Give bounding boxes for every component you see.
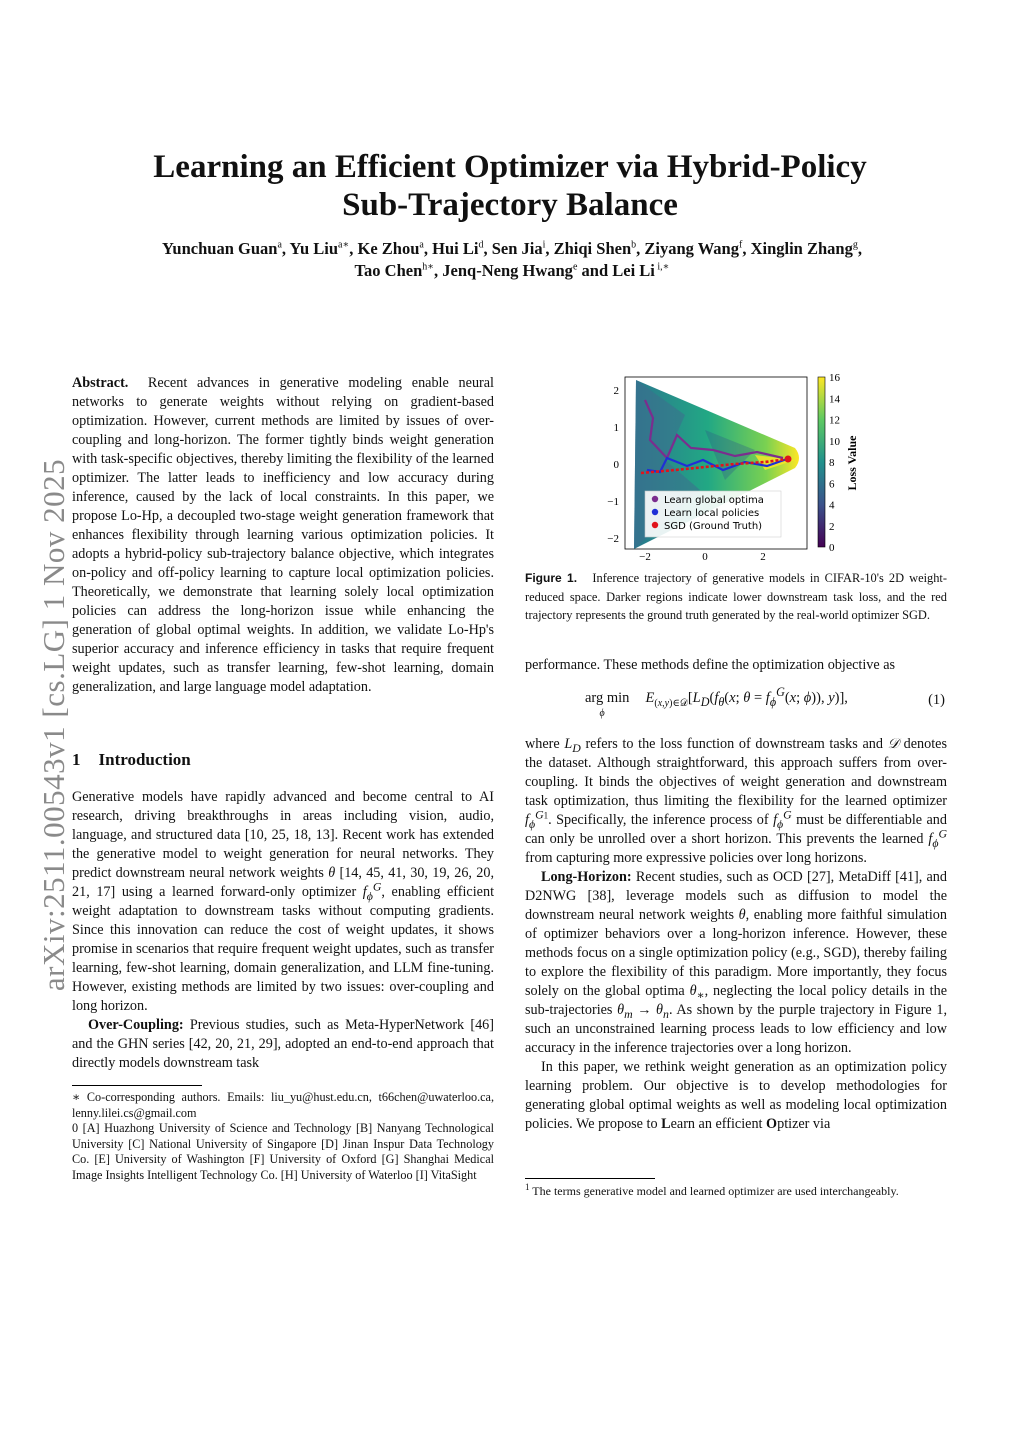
colorbar-tick-label: 14 <box>829 393 840 406</box>
colorbar-tick-label: 10 <box>829 435 840 448</box>
y-tick-label: 2 <box>613 385 619 397</box>
y-tick-label: 1 <box>613 422 619 434</box>
legend-label: SGD (Ground Truth) <box>664 521 763 532</box>
intro-paragraph-1: Generative models have rapidly advanced and become central to AI research, driving breakthroughs in areas including vision, audio, language, and structured data [10, 25, 18, 13]. Recent work has extended the generative model to weight generation for neural networks. They predict downstream neural network weights θ [14, 45, 41, 30, 19, 26, 20, 21, 17] using a learned forward-only optimizer $f_\phi^G$, enabling efficient weight adaptation to downstream tasks without computing gradients. Since this innovation can reduce the cost of weight updates, it shows promise in scenarios that require frequent weight updates, such as transfer learning, few-shot learning, domain generalization, and LLM fine-tuning. However, existing methods are limited by two issues: over-coupling and long horizon. <box>72 789 495 1014</box>
legend-marker <box>652 496 658 502</box>
x-tick-label: −2 <box>639 551 651 563</box>
legend <box>645 491 781 537</box>
author-name: Jenq-Neng Hwang <box>442 261 573 280</box>
paragraph-where: where $L_D$ refers to the loss function of downstream tasks and 𝒟 denotes the dataset. Although straightforward, this approach suffers from over-coupling. It binds the objectives of weight generation and downstream task optimization, thus limiting the flexibility for the learned optimizer $f_\phi^{G1}$. Specifically, the inference process of $f_\phi^G$ must be differentiable and can only be unrolled over a short horizon. This prevents the learned $f_\phi^G$ from capturing more expressive policies over long horizons. <box>525 736 947 866</box>
x-tick-label: 0 <box>702 551 708 563</box>
colorbar-tick-label: 6 <box>829 478 835 491</box>
right-footnote-rule <box>525 1178 655 1179</box>
author-affiliation-mark: d <box>478 239 484 251</box>
legend-label: Learn global optima <box>664 495 764 506</box>
author-name: Tao Chen <box>354 261 423 280</box>
author-affiliation-mark: i,∗ <box>654 261 670 273</box>
right-body <box>525 735 947 1134</box>
footnote-1: $^1$ The terms generative model and learned optimizer are used interchangeably. <box>525 1182 899 1198</box>
arxiv-identifier: arXiv:2511.00543v1 [cs.LG] 1 Nov 2025 <box>36 458 71 992</box>
abstract-label: Abstract. <box>72 375 129 391</box>
right-lead-text: performance. These methods define the optimization objective as <box>525 657 896 673</box>
equation-number: (1) <box>928 692 945 708</box>
paragraph-long-horizon: Long-Horizon: Recent studies, such as OCD [27], MetaDiff [41], and D2NWG [38], leverage models such as diffusion to model the downstream neural network weights θ, enabling more faithful simulation of optimizer behaviors over a long-horizon inference. However, these methods focus on a single optimization policy (e.g., SGD), thereby failing to explore the flexibility of this paradigm. More importantly, they focus solely on the global optima $\theta_∗$, neglecting the local policy details in the sub-trajectories $\theta_m \to \theta_n$. As shown by the purple trajectory in Figure 1, such an unconstrained learning process leads to low efficiency and low accuracy in the inference trajectories over a long horizon. <box>525 869 947 1056</box>
author-list: Yunchuan Guan$^a$, Yu Liu$^{a∗}$, Ke Zhou$^a$, Hui Li$^d$, Sen Jia$^i$, Zhiqi Shen$^b$, Ziyang Wang$^f$, Xinglin Zhang$^g$, Tao Chen$^{h∗}$, Jenq-Neng Hwang$^e$ and Lei Li $^{i,∗}$ <box>162 239 862 280</box>
paper-title: Learning an Efficient Optimizer via Hybrid-Policy Sub-Trajectory Balance <box>153 149 867 223</box>
author-affiliation-mark: a <box>277 239 282 251</box>
y-tick-label: 0 <box>613 459 619 471</box>
legend-marker <box>652 509 658 515</box>
equation-1: arg $\min_\phi E_{(x,y)\in 𝒟}[L_D(f_\theta(x$; $\theta = f_\phi^G(x$; ϕ)), y)], (1) <box>585 685 945 719</box>
legend-label: Learn local policies <box>664 508 760 519</box>
footnote-corresponding: ∗ Co-corresponding authors. Emails: liu_yu@hust.edu.cn, t66chen@uwaterloo.ca, lenny.lilei.cs@gmail.com <box>72 1090 494 1120</box>
colorbar-tick-label: 16 <box>829 372 840 384</box>
legend-marker <box>652 522 658 528</box>
colorbar-tick-label: 4 <box>829 499 835 512</box>
y-tick-label: −1 <box>607 496 619 508</box>
author-name: Xinglin Zhang <box>750 239 853 258</box>
figure-1-caption: Figure 1. Inference trajectory of generative models in CIFAR-10's 2D weight-reduced space. Darker regions indicate lower downstream task loss, and the red trajectory represents the ground truth generated by the real-world optimizer SGD. <box>525 571 947 622</box>
footnote-affiliations: 0 [A] Huazhong University of Science and Technology [B] Nanyang Technological University [C] National University of Singapore [D] Jinan Inspur Data Technology Co. [E] University of Washington [F] University of Oxford [G] Shanghai Medical Image Insights Intelligent Technology Co. [H] University of Waterloo [I] VitaSight <box>72 1121 494 1182</box>
y-tick-label: −2 <box>607 533 619 545</box>
author-affiliation-mark: i <box>542 239 546 251</box>
author-name: Sen Jia <box>491 239 543 258</box>
author-affiliation-mark: h∗ <box>422 261 435 273</box>
colorbar-tick-label: 8 <box>829 457 835 469</box>
author-affiliation-mark: a <box>419 239 424 251</box>
paragraph-rethink: In this paper, we rethink weight generation as an optimization policy learning problem. Our objective is to develop methodologies for generating global optimal weights as well as modeling local optimization policies. We propose to Learn an efficient Optizer via <box>525 1059 947 1132</box>
author-affiliation-mark: a∗ <box>338 239 350 251</box>
colorbar <box>818 377 825 547</box>
figure-1 <box>605 370 885 565</box>
author-affiliation-mark: f <box>738 239 743 251</box>
colorbar-tick-label: 2 <box>829 520 835 533</box>
colorbar-tick-label: 12 <box>829 414 840 427</box>
introduction-body <box>72 788 494 1073</box>
x-tick-label: 2 <box>760 551 766 563</box>
author-name: Ke Zhou <box>357 239 420 258</box>
colorbar-label: Loss Value <box>845 435 859 491</box>
intro-paragraph-overcoupling: Over-Coupling: Previous studies, such as Meta-HyperNetwork [46] and the GHN series [42, 20, 21, 29], adopted an end-to-end approach that directly models downstream task <box>72 1017 494 1071</box>
author-affiliation-mark: e <box>572 261 578 273</box>
author-name: Hui Li <box>432 239 479 258</box>
footnotes <box>72 1090 494 1183</box>
abstract: Abstract. Recent advances in generative modeling enable neural networks to generate weights without relying on gradient-based optimization. However, current methods are limited by issues of over-coupling and long-horizon. The former tightly binds weight generation with task-specific objectives, thereby limiting the flexibility of the learned optimizer. The latter leads to inefficiency and low accuracy during inference, caused by the lack of local constraints. In this paper, we propose Lo-Hp, a decoupled two-stage weight generation framework that enhances flexibility through learning various optimization policies. It adopts a hybrid-policy sub-trajectory balance objective, which integrates on-policy and off-policy learning to capture local optimization policies. Theoretically, we demonstrate that learning solely local optimization policies can address the long-horizon issue while enhancing the generation of global optimal weights. In addition, we validate Lo-Hp's superior accuracy and inference efficiency in tasks that require frequent weight updates, such as transfer learning, few-shot learning, domain generalization, and large language model adaptation. <box>72 375 494 695</box>
author-name: Ziyang Wang <box>644 239 739 258</box>
author-name: Zhiqi Shen <box>553 239 632 258</box>
footnote-rule <box>72 1085 202 1086</box>
section-heading-introduction: 1 Introduction <box>72 750 191 769</box>
author-affiliation-mark: g <box>852 239 858 251</box>
author-name: Lei Li <box>612 261 655 280</box>
author-name: Yu Liu <box>289 239 339 258</box>
author-affiliation-mark: b <box>631 239 637 251</box>
author-name: Yunchuan Guan <box>162 239 278 258</box>
colorbar-tick-label: 0 <box>829 542 835 554</box>
